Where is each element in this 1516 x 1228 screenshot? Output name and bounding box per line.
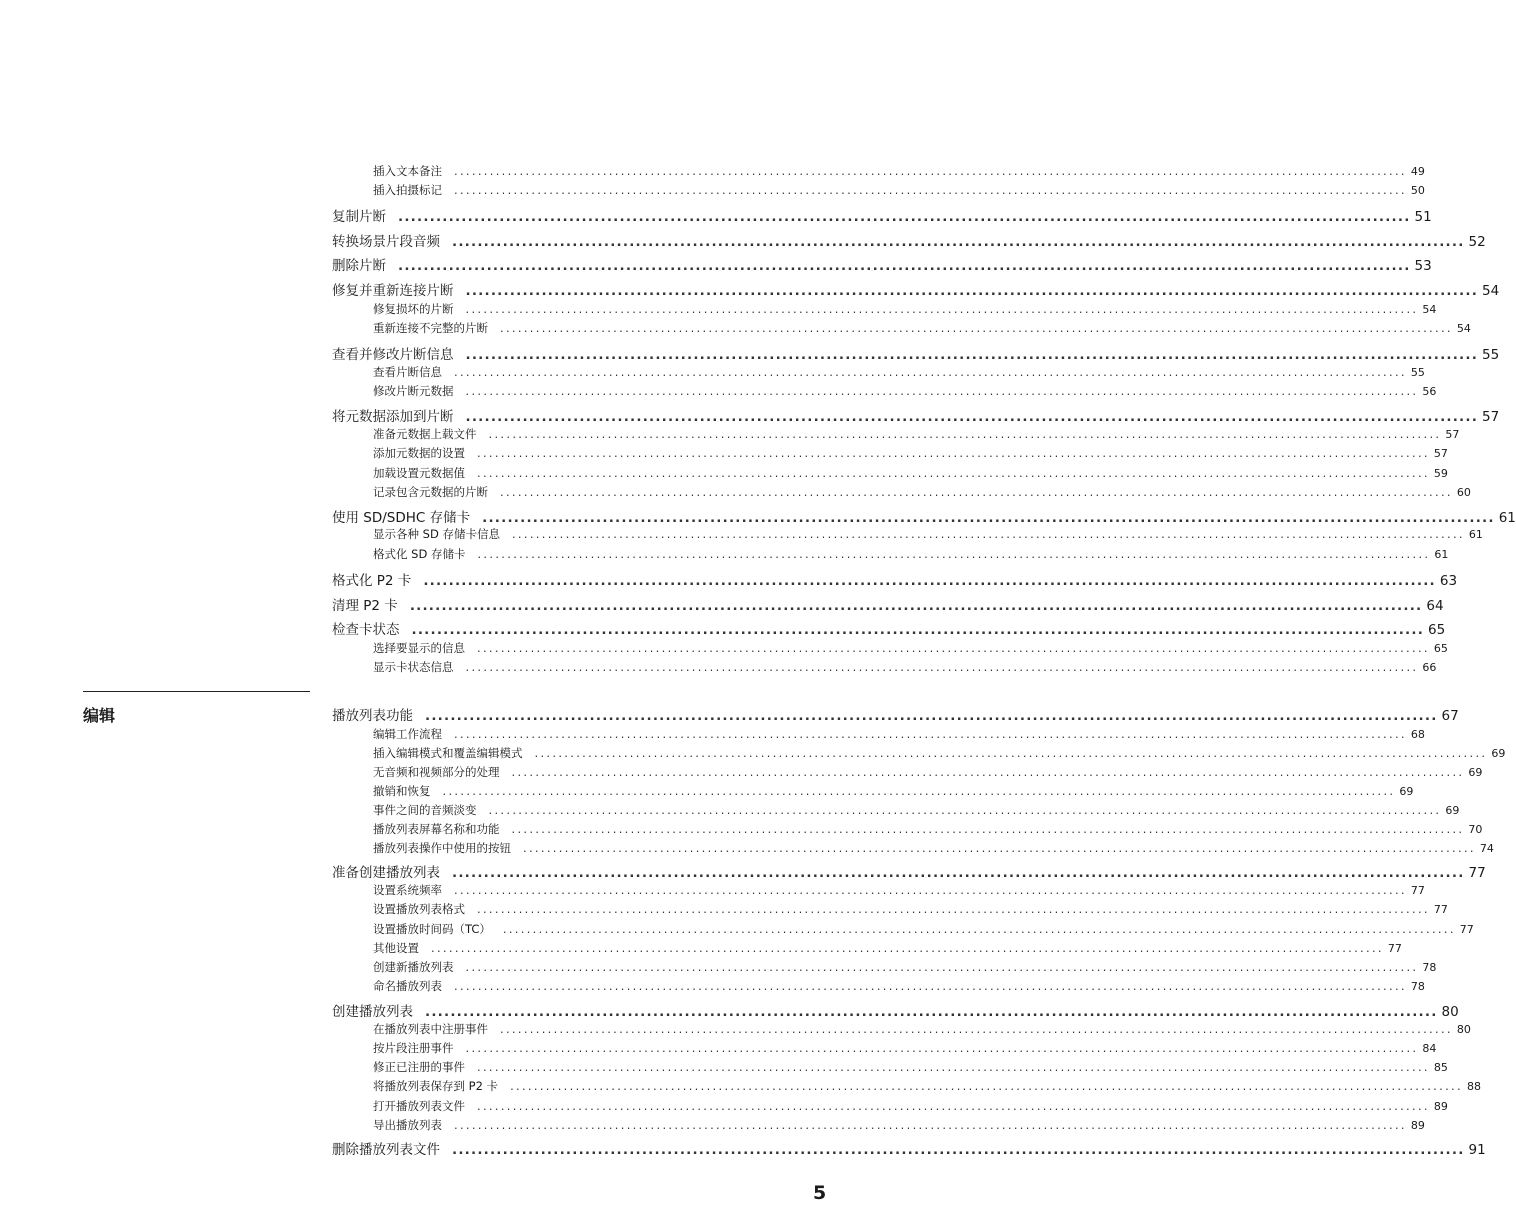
dot-leader: ................................................................................................................................................................ — [477, 466, 1430, 480]
toc-entry-title: 在播放列表中注册事件 — [373, 1022, 488, 1036]
dot-leader: ................................................................................................................................................................ — [398, 209, 1411, 225]
toc-entry-page: 65 — [1433, 642, 1448, 655]
toc-entry-page: 91 — [1468, 1142, 1486, 1158]
toc-entry-page: 61 — [1434, 548, 1449, 561]
toc-entry-page: 66 — [1422, 661, 1437, 674]
section-heading: 编辑 — [83, 706, 116, 725]
dot-leader: ................................................................................................................................................................ — [454, 183, 1407, 197]
toc-entry-page: 56 — [1422, 385, 1437, 398]
dot-leader: ................................................................................................................................................................ — [477, 641, 1430, 655]
toc-subentry — [373, 1040, 1437, 1056]
toc-entry-title: 事件之间的音频淡变 — [373, 803, 477, 817]
toc-entry-title: 创建新播放列表 — [373, 960, 454, 974]
toc-entry-page: 61 — [1468, 528, 1483, 541]
toc-entry-title: 将播放列表保存到 P2 卡 — [373, 1079, 499, 1093]
toc-entry-title: 修正已注册的事件 — [373, 1060, 465, 1074]
toc-entry-title: 其他设置 — [373, 941, 419, 955]
toc-entry-page: 65 — [1428, 622, 1446, 638]
toc-entry-page: 69 — [1468, 766, 1483, 779]
dot-leader: ................................................................................................................................................................ — [482, 510, 1495, 526]
toc-subentry — [373, 301, 1437, 317]
toc-entry-page: 69 — [1491, 747, 1506, 760]
toc-entry-title: 记录包含元数据的片断 — [373, 485, 488, 499]
toc-entry-page: 77 — [1387, 942, 1402, 955]
dot-leader: ................................................................................................................................................................ — [431, 941, 1384, 955]
toc-entry-page: 57 — [1445, 428, 1460, 441]
toc-entry-page: 57 — [1433, 447, 1448, 460]
toc-subentry — [373, 1021, 1471, 1037]
dot-leader: ................................................................................................................................................................ — [465, 960, 1419, 974]
toc-entry-page: 74 — [1479, 842, 1494, 855]
toc-entry-title: 添加元数据的设置 — [373, 446, 465, 460]
toc-entry — [332, 230, 1486, 250]
dot-leader: ................................................................................................................................................................ — [465, 302, 1419, 316]
toc-subentry — [373, 364, 1425, 380]
toc-entry — [332, 405, 1500, 425]
toc-entry — [332, 569, 1458, 589]
toc-entry-title: 将元数据添加到片断 — [332, 409, 454, 425]
toc-entry-page: 52 — [1468, 234, 1486, 250]
toc-subentry — [373, 659, 1437, 675]
toc-entry-page: 80 — [1456, 1023, 1471, 1036]
toc-entry-page: 60 — [1456, 486, 1471, 499]
toc-entry — [332, 704, 1459, 724]
dot-leader: ................................................................................................................................................................ — [454, 883, 1407, 897]
toc-entry-title: 设置播放时间码（TC） — [373, 922, 491, 936]
toc-subentry — [373, 640, 1448, 656]
toc-entry-title: 按片段注册事件 — [373, 1041, 454, 1055]
toc-entry-title: 导出播放列表 — [373, 1118, 442, 1132]
toc-subentry — [373, 802, 1460, 818]
toc-entry-page: 67 — [1441, 708, 1459, 724]
toc-entry — [332, 279, 1500, 299]
dot-leader: ................................................................................................................................................................ — [477, 446, 1430, 460]
toc-entry-title: 插入编辑模式和覆盖编辑模式 — [373, 746, 523, 760]
toc-entry-page: 80 — [1441, 1004, 1459, 1020]
dot-leader: ................................................................................................................................................................ — [465, 1041, 1419, 1055]
toc-entry-title: 清理 P2 卡 — [332, 598, 398, 614]
toc-entry — [332, 254, 1432, 274]
toc-entry-page: 68 — [1410, 728, 1425, 741]
toc-entry — [332, 1000, 1459, 1020]
dot-leader: ................................................................................................................................................................ — [488, 803, 1442, 817]
dot-leader: ................................................................................................................................................................ — [477, 902, 1430, 916]
toc-entry-title: 设置系统频率 — [373, 883, 442, 897]
toc-entry-title: 无音频和视频部分的处理 — [373, 765, 500, 779]
dot-leader: ................................................................................................................................................................ — [511, 822, 1465, 836]
toc-entry-page: 54 — [1482, 283, 1500, 299]
dot-leader: ................................................................................................................................................................ — [500, 485, 1453, 499]
toc-subentry — [373, 821, 1483, 837]
dot-leader: ................................................................................................................................................................ — [425, 708, 1438, 724]
toc-entry-title: 准备元数据上载文件 — [373, 427, 477, 441]
toc-entry-page: 77 — [1410, 884, 1425, 897]
toc-entry-page: 49 — [1410, 165, 1425, 178]
dot-leader: ................................................................................................................................................................ — [511, 765, 1465, 779]
dot-leader: ................................................................................................................................................................ — [454, 979, 1407, 993]
dot-leader: ................................................................................................................................................................ — [454, 164, 1407, 178]
dot-leader: ................................................................................................................................................................ — [452, 865, 1465, 881]
toc-entry — [332, 343, 1500, 363]
toc-entry-page: 51 — [1414, 209, 1432, 225]
dot-leader: ................................................................................................................................................................ — [477, 1060, 1430, 1074]
toc-entry-title: 加载设置元数据值 — [373, 466, 465, 480]
toc-entry-title: 修改片断元数据 — [373, 384, 454, 398]
toc-entry-title: 修复损坏的片断 — [373, 302, 454, 316]
dot-leader: ................................................................................................................................................................ — [500, 1022, 1453, 1036]
toc-entry-page: 59 — [1433, 467, 1448, 480]
toc-subentry — [373, 1117, 1425, 1133]
toc-subentry — [373, 745, 1506, 761]
toc-entry-page: 84 — [1422, 1042, 1437, 1055]
toc-entry-title: 使用 SD/SDHC 存储卡 — [332, 510, 471, 526]
toc-entry-title: 检查卡状态 — [332, 622, 400, 638]
toc-entry-title: 播放列表功能 — [332, 708, 413, 724]
toc-entry-title: 打开播放列表文件 — [373, 1099, 465, 1113]
toc-subentry — [373, 182, 1425, 198]
dot-leader: ................................................................................................................................................................ — [411, 622, 1425, 638]
toc-entry — [332, 861, 1486, 881]
dot-leader: ................................................................................................................................................................ — [502, 922, 1456, 936]
section-divider — [83, 691, 310, 692]
toc-entry-page: 54 — [1456, 322, 1471, 335]
toc-entry-page: 64 — [1426, 598, 1444, 614]
toc-entry-page: 63 — [1439, 573, 1458, 589]
toc-entry-page: 69 — [1399, 785, 1414, 798]
toc-subentry — [373, 426, 1460, 442]
toc-entry-page: 61 — [1498, 510, 1516, 526]
toc-subentry — [373, 546, 1449, 562]
dot-leader: ................................................................................................................................................................ — [442, 784, 1396, 798]
toc-subentry — [373, 726, 1425, 742]
toc-entry-page: 85 — [1433, 1061, 1448, 1074]
dot-leader: ................................................................................................................................................................ — [465, 347, 1479, 363]
toc-entry-page: 55 — [1482, 347, 1500, 363]
toc-subentry — [373, 1078, 1481, 1094]
dot-leader: ................................................................................................................................................................ — [452, 1142, 1465, 1158]
toc-entry-title: 准备创建播放列表 — [332, 865, 440, 881]
toc-entry-title: 选择要显示的信息 — [373, 641, 465, 655]
toc-entry-title: 插入拍摄标记 — [373, 183, 442, 197]
page-number: 5 — [813, 1182, 827, 1204]
toc-entry — [332, 506, 1516, 526]
toc-subentry — [373, 978, 1425, 994]
toc-subentry — [373, 840, 1494, 856]
toc-entry — [332, 594, 1444, 614]
toc-entry-title: 删除播放列表文件 — [332, 1142, 440, 1158]
dot-leader: ................................................................................................................................................................ — [511, 527, 1465, 541]
toc-entry-page: 77 — [1468, 865, 1486, 881]
toc-subentry — [373, 1098, 1448, 1114]
toc-subentry — [373, 163, 1425, 179]
toc-entry-page: 77 — [1433, 903, 1448, 916]
toc-entry-page: 57 — [1482, 409, 1500, 425]
toc-entry-page: 78 — [1410, 980, 1425, 993]
toc-entry-title: 查看片断信息 — [373, 365, 442, 379]
toc-entry-page: 69 — [1445, 804, 1460, 817]
toc-subentry — [373, 320, 1471, 336]
toc-entry-title: 显示各种 SD 存储卡信息 — [373, 527, 500, 541]
toc-entry-title: 修复并重新连接片断 — [332, 283, 454, 299]
toc-entry-title: 插入文本备注 — [373, 164, 442, 178]
toc-entry — [332, 618, 1446, 638]
toc-entry-title: 格式化 SD 存储卡 — [373, 547, 466, 561]
toc-subentry — [373, 445, 1448, 461]
toc-entry-title: 设置播放列表格式 — [373, 902, 465, 916]
toc-subentry — [373, 383, 1437, 399]
toc-subentry — [373, 783, 1414, 799]
toc-subentry — [373, 465, 1448, 481]
dot-leader: ................................................................................................................................................................ — [465, 660, 1419, 674]
toc-entry-title: 查看并修改片断信息 — [332, 347, 454, 363]
toc-entry-page: 88 — [1466, 1080, 1481, 1093]
toc-entry-title: 删除片断 — [332, 258, 386, 274]
dot-leader: ................................................................................................................................................................ — [534, 746, 1488, 760]
dot-leader: ................................................................................................................................................................ — [452, 234, 1465, 250]
dot-leader: ................................................................................................................................................................ — [425, 1004, 1438, 1020]
dot-leader: ................................................................................................................................................................ — [409, 598, 1423, 614]
dot-leader: ................................................................................................................................................................ — [465, 409, 1479, 425]
dot-leader: ................................................................................................................................................................ — [477, 1099, 1430, 1113]
toc-entry-title: 播放列表操作中使用的按钮 — [373, 841, 511, 855]
toc-entry-title: 重新连接不完整的片断 — [373, 321, 488, 335]
toc-entry-title: 复制片断 — [332, 209, 386, 225]
dot-leader: ................................................................................................................................................................ — [423, 573, 1436, 589]
toc-entry-page: 55 — [1410, 366, 1425, 379]
dot-leader: ................................................................................................................................................................ — [465, 384, 1419, 398]
toc-entry-title: 格式化 P2 卡 — [332, 573, 412, 589]
toc-entry-title: 创建播放列表 — [332, 1004, 413, 1020]
dot-leader: ................................................................................................................................................................ — [500, 321, 1453, 335]
toc-entry-title: 撤销和恢复 — [373, 784, 431, 798]
toc-entry-page: 50 — [1410, 184, 1425, 197]
toc-entry-title: 显示卡状态信息 — [373, 660, 454, 674]
toc-entry-page: 89 — [1410, 1119, 1425, 1132]
toc-entry-page: 89 — [1433, 1100, 1448, 1113]
toc-subentry — [373, 526, 1483, 542]
toc-subentry — [373, 1059, 1448, 1075]
toc-entry — [332, 205, 1432, 225]
toc-entry-title: 编辑工作流程 — [373, 727, 442, 741]
dot-leader: ................................................................................................................................................................ — [398, 258, 1411, 274]
toc-subentry — [373, 921, 1474, 937]
toc-subentry — [373, 940, 1402, 956]
toc-subentry — [373, 901, 1448, 917]
toc-entry-page: 70 — [1468, 823, 1483, 836]
dot-leader: ................................................................................................................................................................ — [454, 1118, 1407, 1132]
toc-subentry — [373, 959, 1437, 975]
toc-entry-page: 54 — [1422, 303, 1437, 316]
dot-leader: ................................................................................................................................................................ — [465, 283, 1479, 299]
dot-leader: ................................................................................................................................................................ — [510, 1079, 1463, 1093]
toc-entry-title: 命名播放列表 — [373, 979, 442, 993]
toc-subentry — [373, 764, 1483, 780]
toc-entry-page: 53 — [1414, 258, 1432, 274]
dot-leader: ................................................................................................................................................................ — [454, 365, 1407, 379]
toc-subentry — [373, 882, 1425, 898]
toc-entry — [332, 1138, 1486, 1158]
dot-leader: ................................................................................................................................................................ — [477, 547, 1431, 561]
toc-subentry — [373, 484, 1471, 500]
dot-leader: ................................................................................................................................................................ — [488, 427, 1442, 441]
dot-leader: ................................................................................................................................................................ — [523, 841, 1476, 855]
toc-entry-title: 播放列表屏幕名称和功能 — [373, 822, 500, 836]
toc-entry-page: 78 — [1422, 961, 1437, 974]
dot-leader: ................................................................................................................................................................ — [454, 727, 1407, 741]
toc-entry-page: 77 — [1459, 923, 1474, 936]
toc-entry-title: 转换场景片段音频 — [332, 234, 440, 250]
